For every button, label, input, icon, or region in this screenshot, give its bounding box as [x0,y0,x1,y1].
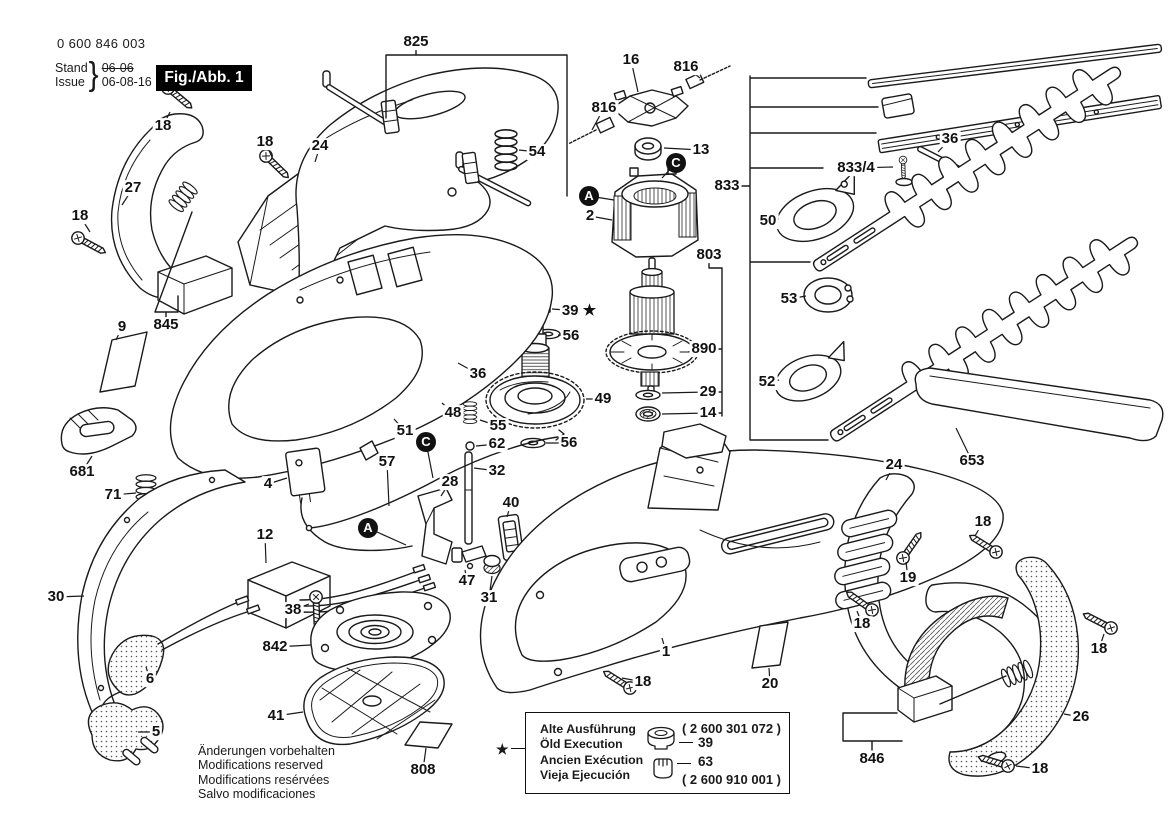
part-callout-9: 9 [117,318,127,336]
ref-badge-A: A [358,518,378,538]
part-callout-36: 36 [469,365,487,383]
part-callout-681: 681 [69,463,95,481]
legend-lines [540,722,643,784]
new-part-number: ( 2 600 910 001 ) [681,772,781,787]
part-callout-825: 825 [403,33,429,51]
part-callout-62: 62 [488,435,506,453]
revision-old-date: 06-06 [101,61,134,75]
old-part-39-icon [644,725,678,751]
part-callout-18: 18 [256,133,274,151]
part-callout-39: 39 ★ [561,302,597,320]
ref-badge-C: C [666,153,686,173]
part-callout-19: 19 [899,569,917,587]
ref-badge-A: A [579,186,599,206]
part-callout-14: 14 [699,404,717,422]
part-callout-4: 4 [263,475,273,493]
part-callout-2: 2 [585,207,595,225]
part-callout-38: 38 [284,601,302,619]
part-callout-24: 24 [311,137,329,155]
part-callout-6: 6 [145,670,155,688]
part-callout-56: 56 [562,327,580,345]
part-callout-833: 833 [714,177,740,195]
part-callout-18: 18 [634,673,652,691]
part-callout-803: 803 [696,246,722,264]
part-callout-18: 18 [1090,640,1108,658]
part-callout-653: 653 [959,452,985,470]
note-fr: Modifications resérvées [198,772,330,787]
old-execution-legend [525,712,790,794]
part-callout-50: 50 [759,212,777,230]
new-part-63-icon [650,755,676,781]
part-callout-1: 1 [661,643,671,661]
figure-label: Fig./Abb. 1 [156,65,252,91]
ref-badge-C: C [416,432,436,452]
part-callout-32: 32 [488,462,506,480]
part-callout-41: 41 [267,707,285,725]
part-callout-71: 71 [104,486,122,504]
part-callout-49: 49 [594,390,612,408]
part-callout-846: 846 [859,750,885,768]
part-callout-31: 31 [480,589,498,607]
revision-date: 06-08-16 [101,75,152,89]
part-callout-13: 13 [692,141,710,159]
part-callout-816: 816 [673,58,699,76]
part-callout-57: 57 [378,453,396,471]
part-callout-890: 890 [691,340,717,358]
part-callout-808: 808 [410,761,436,779]
part-callout-47: 47 [458,572,476,590]
note-en: Modifications reserved [198,758,324,773]
part-callout-18: 18 [853,615,871,633]
legend-line-es: Vieja Ejecución [540,768,630,783]
legend-item-39: 39 [698,735,714,750]
part-callout-845: 845 [153,316,179,334]
part-callout-8334: 833/4 [837,159,875,177]
modification-notes [198,744,335,802]
part-callout-36: 36 [941,130,959,148]
document-part-number: 0 600 846 003 [57,36,146,51]
legend-item-63: 63 [698,754,714,769]
part-callout-18: 18 [974,513,992,531]
part-callout-40: 40 [502,494,520,512]
part-callout-18: 18 [71,207,89,225]
part-callout-18: 18 [1031,760,1049,778]
part-callout-55: 55 [489,417,507,435]
part-callout-53: 53 [780,290,798,308]
part-callout-28: 28 [441,473,459,491]
part-callout-56: 56 [560,434,578,452]
part-callout-12: 12 [256,526,274,544]
part-callout-27: 27 [124,179,142,197]
part-callout-29: 29 [699,383,717,401]
issue-label: Issue [55,75,85,89]
note-de: Änderungen vorbehalten [198,744,335,758]
legend-line-de: Alte Ausführung [540,722,636,736]
legend-dash-39 [679,742,693,743]
legend-star: ★ [496,741,509,757]
part-callout-16: 16 [622,51,640,69]
part-callout-18: 18 [154,117,172,135]
legend-dash-63 [677,763,691,764]
part-callout-48: 48 [444,404,462,422]
part-callout-51: 51 [396,422,414,440]
legend-line-fr: Ancien Exécution [540,752,644,767]
part-callout-54: 54 [528,143,546,161]
part-callout-30: 30 [47,588,65,606]
part-callout-52: 52 [758,373,776,391]
legend-line-en: Öld Execution [540,737,623,752]
part-callout-26: 26 [1072,708,1090,726]
part-callout-5: 5 [151,723,161,741]
note-es: Salvo modificaciones [198,787,316,802]
legend-star-dash [511,748,525,749]
part-callout-24: 24 [885,456,903,474]
stand-label: Stand [55,61,88,75]
revision-brace: } [88,56,99,93]
old-part-number: ( 2 600 301 072 ) [681,721,781,736]
part-callout-842: 842 [262,638,288,656]
part-callout-816: 816 [591,99,617,117]
part-callout-20: 20 [761,675,779,693]
